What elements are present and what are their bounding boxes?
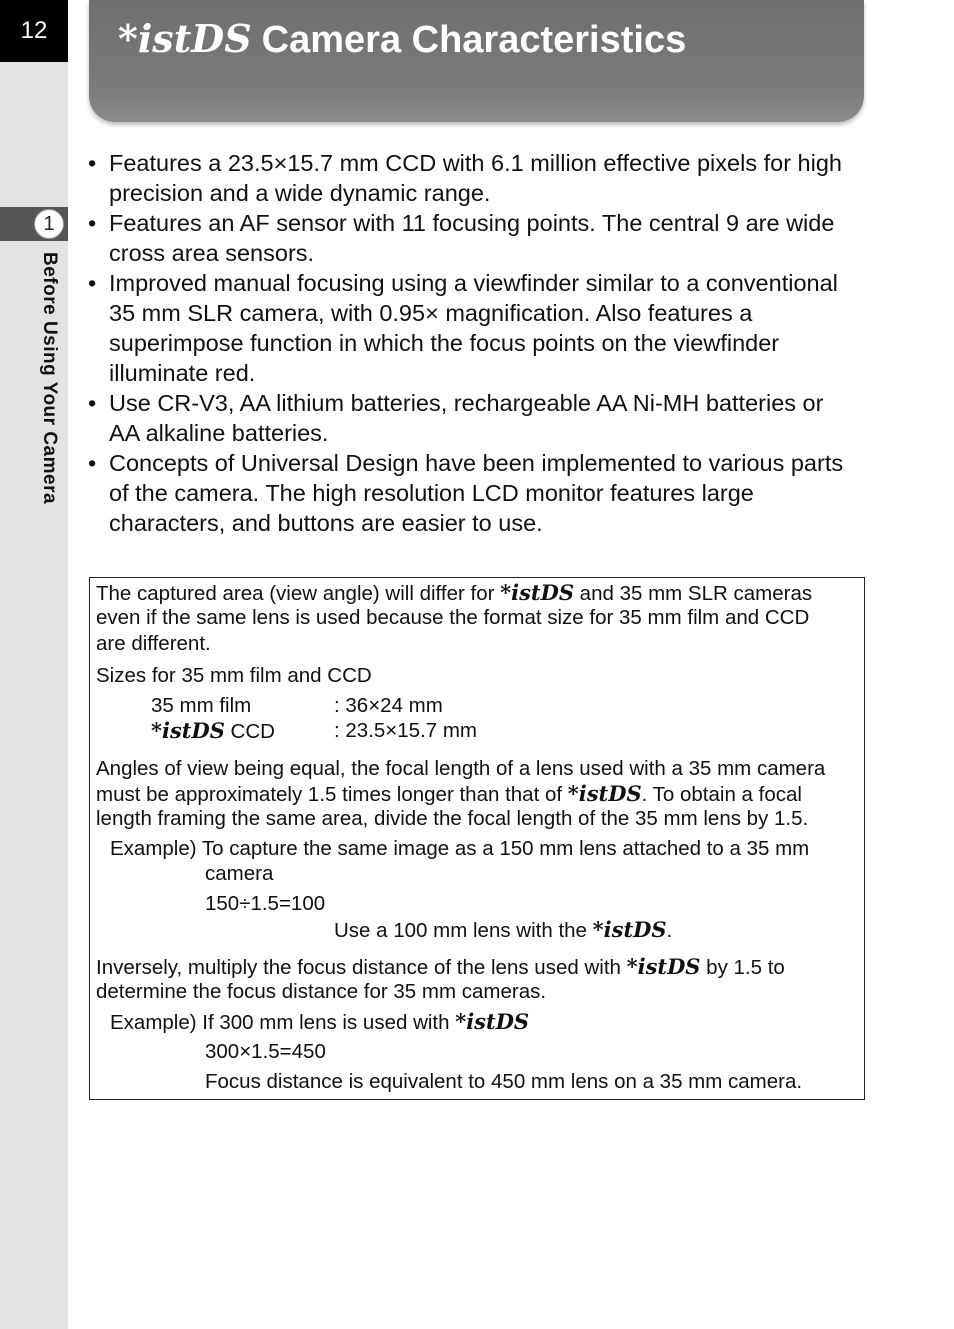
page-title [118,16,686,62]
film-value: : 36×24 mm [334,694,443,717]
brand-logo: *istDS [592,917,667,942]
example1-line: camera [205,862,274,885]
ccd-label: *istDS CCD [151,718,275,743]
feature-item: • Features a 23.5×15.7 mm CCD with 6.1 million effective pixels for high precision and a wide dynamic range. [84,148,874,208]
note-box [89,577,865,1100]
example2-line: Example) If 300 mm lens is used with *istDS [110,1009,530,1034]
sizes-heading: Sizes for 35 mm film and CCD [96,664,372,687]
film-label: 35 mm film [151,694,252,717]
inverse-line: determine the focus distance for 35 mm cameras. [96,980,547,1003]
side-strip [0,0,68,1329]
inverse-line: Inversely, multiply the focus distance of the lens used with *istDS by 1.5 to [96,954,785,979]
brand-logo: *istDS [455,1009,530,1034]
brand-logo: *istDS [118,16,252,61]
title-text: Camera Characteristics [261,19,687,61]
feature-item: • Use CR-V3, AA lithium batteries, rechargeable AA Ni-MH batteries or AA alkaline batteries. [84,388,874,448]
note-intro-line: even if the same lens is used because the format size for 35 mm film and CCD [96,606,810,629]
ccd-value: : 23.5×15.7 mm [334,719,478,742]
example2-result: Focus distance is equivalent to 450 mm lens on a 35 mm camera. [205,1070,803,1093]
angles-line: Angles of view being equal, the focal length of a lens used with a 35 mm camera [96,757,826,780]
example1-result: Use a 100 mm lens with the *istDS. [334,917,673,942]
note-intro-line: are different. [96,632,211,655]
chapter-label: Before Using Your Camera [39,252,60,505]
brand-logo: *istDS [151,718,225,743]
feature-item: • Features an AF sensor with 11 focusing points. The central 9 are wide cross area sensors. [84,208,874,268]
brand-logo: *istDS [500,580,574,605]
page-number: 12 [0,0,68,62]
feature-item: • Concepts of Universal Design have been implemented to various parts of the camera. The high resolution LCD monitor features large characters, and buttons are easier to use. [84,448,874,538]
note-intro-line: The captured area (view angle) will differ for *istDS and 35 mm SLR cameras [96,580,813,605]
example1-calc: 150÷1.5=100 [205,892,326,915]
brand-logo: *istDS [626,954,701,979]
chapter-number: 1 [34,209,64,239]
brand-logo: *istDS [567,781,642,806]
example1-line: Example) To capture the same image as a 150 mm lens attached to a 35 mm [110,837,810,860]
angles-line: length framing the same area, divide the focal length of the 35 mm lens by 1.5. [96,807,809,830]
angles-line: must be approximately 1.5 times longer than that of *istDS. To obtain a focal [96,781,802,806]
feature-item: • Improved manual focusing using a viewfinder similar to a conventional 35 mm SLR camera, with 0.95× magnification. Also features a superimpose function in which the focus points on the viewfinder illuminate red. [84,268,874,388]
feature-list [84,148,874,538]
example2-calc: 300×1.5=450 [205,1040,326,1063]
